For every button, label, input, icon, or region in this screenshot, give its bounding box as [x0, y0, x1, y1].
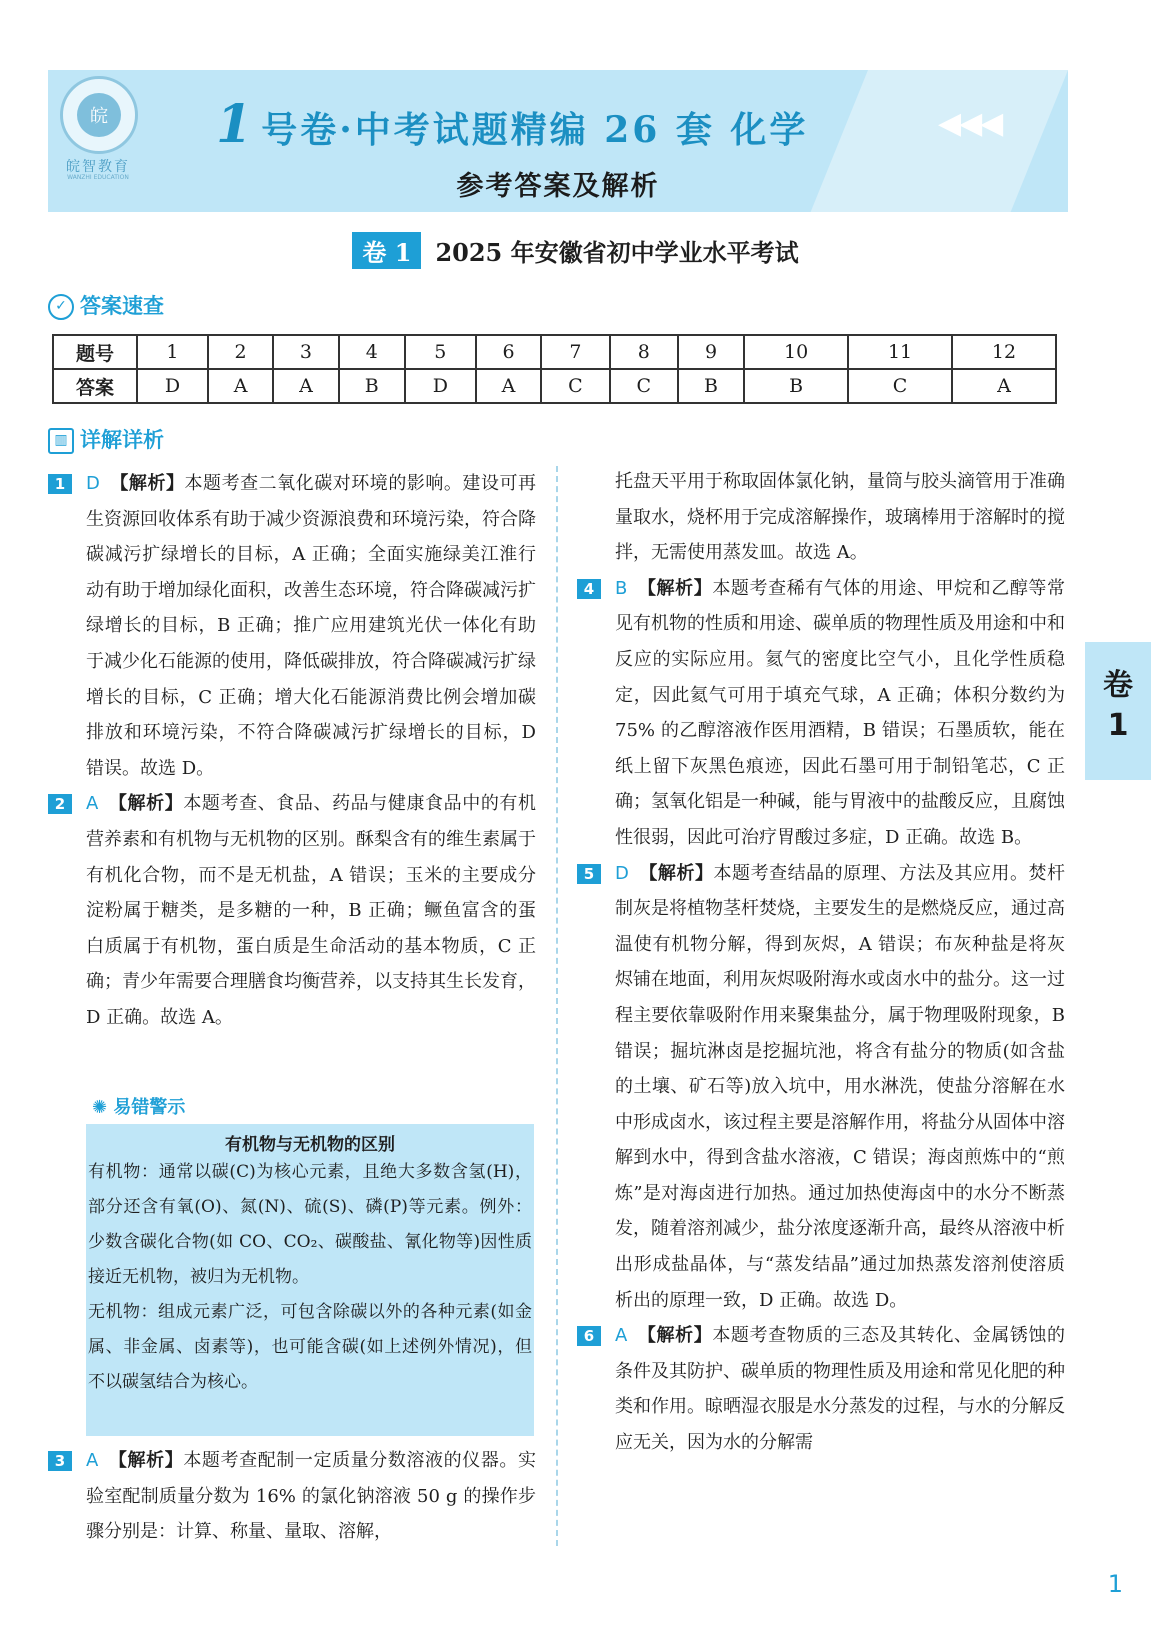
- answer-row: [53, 369, 1056, 403]
- answer-table: [52, 334, 1057, 404]
- answer-cell: C: [610, 369, 678, 403]
- question-number: 1: [137, 335, 208, 369]
- question-number: 8: [610, 335, 678, 369]
- explanation-q1: [48, 466, 536, 786]
- explanation-q5: [577, 856, 1065, 1319]
- question-number-badge: 2: [48, 794, 72, 814]
- book-icon: ▥: [48, 428, 74, 454]
- answer-letter: D: [86, 473, 100, 494]
- warning-title: 有机物与无机物的区别: [225, 1135, 395, 1155]
- answer-letter: B: [615, 577, 628, 599]
- analysis-tag: 【解析】: [108, 793, 184, 815]
- explanation-text: 本题考查稀有气体的用途、甲烷和乙醇等常见有机物的性质和用途、碳单质的物理性质及用途和中和反应的实际应用。氦气的密度比空气小，且化学性质稳定，因此氦气可用于填充气球，A 正确；体积分数约为 75% 的乙醇溶液作医用酒精，B 错误；石墨质软，能在纸上留下灰黑色痕迹，因此石墨可用于制铅笔芯，C 正确；氢氧化铝是一种碱，能与胃液中的盐酸反应，且腐蚀性很弱，因此可治疗胃酸过多症，D 正确。故选 B。: [615, 577, 1066, 848]
- explanation-q6: [577, 1318, 1065, 1460]
- question-number: 4: [339, 335, 405, 369]
- question-number: 7: [541, 335, 609, 369]
- answer-cell: B: [678, 369, 744, 403]
- logo-glyph: 皖: [77, 93, 121, 137]
- side-tab: [1085, 642, 1151, 780]
- warning-inorganic: 无机物：组成元素广泛，可包含除碳以外的各种元素(如金属、非金属、卤素等)，也可能含碳(如上述例外情况)，但不以碳氢结合为核心。: [88, 1302, 532, 1392]
- answer-letter: A: [86, 1450, 99, 1471]
- explanation-q4: [577, 571, 1065, 856]
- warning-organic: 有机物：通常以碳(C)为核心元素，且绝大多数含氢(H)，部分还含有氧(O)、氮(N)、硫(S)、磷(P)等元素。例外：少数含碳化合物(如 CO、CO₂、碳酸盐、氰化物等)因性质接近无机物，被归为无机物。: [88, 1162, 532, 1287]
- question-number: 9: [678, 335, 744, 369]
- logo-subtext: WANZHI EDUCATION: [67, 174, 129, 181]
- detail-heading: [48, 424, 164, 454]
- warning-heading-text: 易错警示: [113, 1097, 186, 1118]
- exam-name: 2025 年安徽省初中学业水平考试: [435, 238, 799, 267]
- answer-letter: D: [615, 862, 629, 884]
- analysis-tag: 【解析】: [108, 1450, 184, 1471]
- warning-heading: [92, 1093, 185, 1119]
- paper-badge: 卷 1: [352, 232, 421, 269]
- series-name: 号卷·中考试题精编 26 套 化学: [261, 109, 809, 151]
- explanation-q3: [48, 1443, 536, 1550]
- header-banner: [48, 70, 1068, 212]
- explanation-text: 本题考查配制一定质量分数溶液的仪器。实验室配制质量分数为 16% 的氯化钠溶液 50 g 的操作步骤分别是：计算、称量、量取、溶解，: [86, 1450, 537, 1543]
- warning-box: [86, 1124, 534, 1436]
- answer-cell: A: [273, 369, 338, 403]
- question-row-label: 题号: [53, 335, 137, 369]
- series-number: 1: [216, 94, 256, 155]
- question-number: 10: [744, 335, 848, 369]
- side-tab-number: 1: [1107, 708, 1129, 743]
- explanation-q2: [48, 786, 536, 1035]
- page-number: 1: [1107, 1570, 1123, 1598]
- answer-cell: D: [137, 369, 208, 403]
- question-number: 3: [273, 335, 338, 369]
- quick-answer-heading: [48, 290, 164, 320]
- answer-cell: D: [405, 369, 476, 403]
- question-number: 11: [848, 335, 952, 369]
- lightbulb-icon: ✺: [92, 1097, 108, 1118]
- question-number: 6: [476, 335, 541, 369]
- exam-title: [0, 232, 1151, 269]
- question-number: 5: [405, 335, 476, 369]
- analysis-tag: 【解析】: [638, 862, 714, 884]
- left-column-bottom: [48, 1443, 536, 1550]
- check-circle-icon: ✓: [48, 294, 74, 320]
- question-number-badge: 3: [48, 1451, 72, 1471]
- analysis-tag: 【解析】: [637, 577, 713, 599]
- explanation-text: 本题考查、食品、药品与健康食品中的有机营养素和有机物与无机物的区别。酥梨含有的维生素属于有机化合物，而不是无机盐，A 错误；玉米的主要成分淀粉属于糖类，是多糖的一种，B 正确；鳜鱼富含的蛋白质属于有机物，蛋白质是生命活动的基本物质，C 正确；青少年需要合理膳食均衡营养，以支持其生长发育，D 正确。故选 A。: [86, 793, 537, 1028]
- answer-cell: B: [339, 369, 405, 403]
- answer-cell: A: [952, 369, 1056, 403]
- answer-cell: C: [848, 369, 952, 403]
- answer-row-label: 答案: [53, 369, 137, 403]
- explanation-text: 本题考查二氧化碳对环境的影响。建设可再生资源回收体系有助于减少资源浪费和环境污染，符合降碳减污扩绿增长的目标，A 正确；全面实施绿美江淮行动有助于增加绿化面积，改善生态环境，符合降碳减污扩绿增长的目标，B 正确；推广应用建筑光伏一体化有助于减少化石能源的使用，降低碳排放，符合降碳减污扩绿增长的目标，C 正确；增大化石能源消费比例会增加碳排放和环境污染，不符合降碳减污扩绿增长的目标，D 错误。故选 D。: [86, 473, 537, 779]
- answer-letter: A: [615, 1325, 628, 1347]
- quick-answer-heading-text: 答案速查: [80, 294, 164, 318]
- explanation-text: 本题考查物质的三态及其转化、金属锈蚀的条件及其防护、碳单质的物理性质及用途和常见化肥的种类和作用。晾晒湿衣服是水分蒸发的过程，与水的分解反应无关，因为水的分解需: [615, 1325, 1066, 1454]
- question-row: [53, 335, 1056, 369]
- logo: [60, 76, 138, 154]
- answer-cell: A: [476, 369, 541, 403]
- question-number-badge: 4: [577, 579, 601, 599]
- arrows-icon: ◀◀◀: [938, 106, 1002, 141]
- analysis-tag: 【解析】: [637, 1325, 713, 1347]
- analysis-tag: 【解析】: [109, 473, 185, 494]
- detail-heading-text: 详解详析: [80, 428, 164, 452]
- question-number: 12: [952, 335, 1056, 369]
- answer-cell: A: [208, 369, 273, 403]
- side-tab-label: 卷: [1103, 668, 1133, 703]
- answer-letter: A: [86, 793, 99, 815]
- page-subtitle: 参考答案及解析: [456, 171, 660, 202]
- question-number: 2: [208, 335, 273, 369]
- column-divider: [556, 466, 558, 1546]
- explanation-q3-continued: 托盘天平用于称取固体氯化钠，量筒与胶头滴管用于准确量取水，烧杯用于完成溶解操作，玻璃棒用于溶解时的搅拌，无需使用蒸发皿。故选 A。: [615, 471, 1065, 564]
- answer-cell: B: [744, 369, 848, 403]
- answer-cell: C: [541, 369, 609, 403]
- left-column: [48, 466, 536, 1036]
- explanation-text: 本题考查结晶的原理、方法及其应用。焚杆制灰是将植物茎杆焚烧，主要发生的是燃烧反应，通过高温使有机物分解，得到灰烬，A 错误；布灰种盐是将灰烬铺在地面，利用灰烬吸附海水或卤水中的盐分。这一过程主要依靠吸附作用来聚集盐分，属于物理吸附现象，B 错误；掘坑淋卤是挖掘坑池，将含有盐分的物质(如含盐的土壤、矿石等)放入坑中，用水淋洗，使盐分溶解在水中形成卤水，该过程主要是溶解作用，将盐分从固体中溶解到水中，得到含盐水溶液，C 错误；海卤煎炼中的“煎炼”是对海卤进行加热。通过加热使海卤中的水分不断蒸发，随着溶剂减少，盐分浓度逐渐升高，最终从溶液中析出形成盐晶体，与“蒸发结晶”通过加热蒸发溶剂使溶质析出的原理一致，D 正确。故选 D。: [615, 862, 1066, 1311]
- series-title: [216, 94, 808, 155]
- question-number-badge: 1: [48, 474, 72, 494]
- question-number-badge: 5: [577, 864, 601, 884]
- right-column: [577, 464, 1065, 1461]
- question-number-badge: 6: [577, 1326, 601, 1346]
- logo-text: 皖智教育: [66, 159, 130, 175]
